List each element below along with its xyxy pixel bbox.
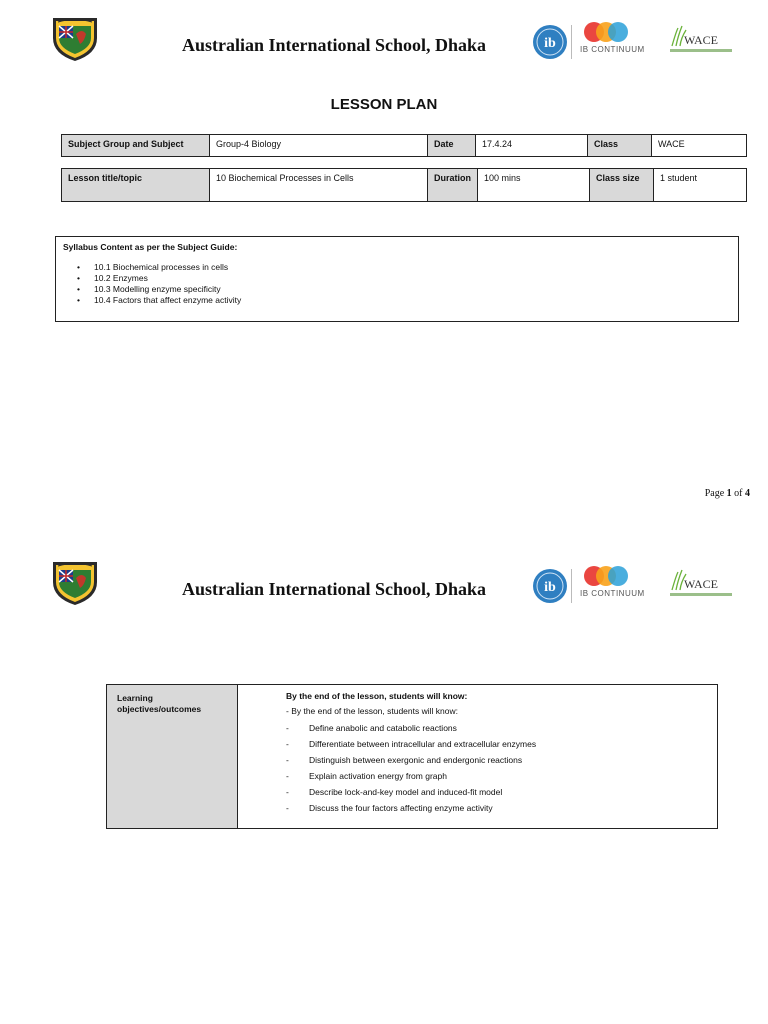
- list-item: - Discuss the four factors affecting enzyme activity: [286, 800, 669, 816]
- list-item: • 10.4 Factors that affect enzyme activity: [77, 295, 731, 306]
- wace-logo-icon: [668, 22, 734, 56]
- syllabus-heading: Syllabus Content as per the Subject Guide:: [63, 242, 238, 252]
- school-crest-icon: [50, 14, 100, 62]
- wace-logo-icon: [668, 566, 734, 600]
- list-item: - Explain activation energy from graph: [286, 768, 669, 784]
- objective-text: Define anabolic and catabolic reactions: [309, 723, 457, 733]
- page-header-1: [0, 10, 768, 80]
- lesson-plan-title: LESSON PLAN: [330, 96, 438, 113]
- objective-text: Distinguish between exergonic and endergonic reactions: [309, 755, 523, 765]
- lesson-title-label: Lesson title/topic: [62, 169, 210, 202]
- svg-text:ib: ib: [544, 580, 556, 595]
- svg-text:WACE: WACE: [684, 577, 718, 591]
- class-size-value: 1 student: [654, 169, 747, 202]
- school-name: Australian International School, Dhaka: [182, 35, 487, 55]
- ib-logo-icon: [531, 23, 569, 61]
- objective-text: Explain activation energy from graph: [309, 771, 447, 781]
- syllabus-content-box: [55, 236, 739, 322]
- logo-divider: [571, 569, 572, 603]
- page-prefix: Page: [704, 488, 725, 499]
- objectives-label: Learning objectives/outcomes: [107, 685, 238, 828]
- ib-logo-icon: [531, 567, 569, 605]
- subject-label: Subject Group and Subject: [62, 135, 210, 157]
- list-item: - Describe lock-and-key model and induced-fit model: [286, 784, 669, 800]
- list-item: - Differentiate between intracellular and extracellular enzymes: [286, 736, 669, 752]
- class-label: Class: [588, 135, 652, 157]
- objectives-heading: By the end of the lesson, students will know:: [286, 691, 468, 701]
- subject-value: Group-4 Biology: [210, 135, 428, 157]
- list-item: • 10.1 Biochemical processes in cells: [77, 262, 731, 273]
- objectives-body: [238, 685, 717, 828]
- list-item: - Define anabolic and catabolic reactions: [286, 720, 669, 736]
- list-item: • 10.3 Modelling enzyme specificity: [77, 284, 731, 295]
- school-name: Australian International School, Dhaka: [182, 579, 487, 599]
- ib-continuum-label: IB CONTINUUM: [580, 45, 645, 54]
- duration-value: 100 mins: [478, 169, 590, 202]
- info-table-row1: [61, 134, 747, 157]
- objective-text: Differentiate between intracellular and extracellular enzymes: [309, 739, 537, 749]
- duration-label: Duration: [428, 169, 478, 202]
- page-header-2: [0, 554, 768, 624]
- class-size-label: Class size: [590, 169, 654, 202]
- objectives-intro: - By the end of the lesson, students will know:: [286, 706, 458, 716]
- table-row: [62, 135, 747, 157]
- date-label: Date: [428, 135, 476, 157]
- lesson-title-value: 10 Biochemical Processes in Cells: [210, 169, 428, 202]
- learning-objectives-table: [106, 684, 718, 829]
- table-row: [62, 169, 747, 202]
- class-value: WACE: [652, 135, 747, 157]
- syllabus-list: [63, 262, 731, 306]
- date-value: 17.4.24: [476, 135, 588, 157]
- ib-continuum-label: IB CONTINUUM: [580, 589, 645, 598]
- page-total: 4: [745, 488, 750, 499]
- info-table-row2: [61, 168, 747, 202]
- svg-text:ib: ib: [544, 36, 556, 51]
- list-item: • 10.2 Enzymes: [77, 273, 731, 284]
- svg-text:WACE: WACE: [684, 33, 718, 47]
- page-of: of: [734, 488, 743, 499]
- objective-text: Discuss the four factors affecting enzyme activity: [309, 803, 493, 813]
- page-current: 1: [726, 488, 732, 499]
- page-number: [705, 488, 750, 499]
- logo-divider: [571, 25, 572, 59]
- list-item: - Distinguish between exergonic and endergonic reactions: [286, 752, 669, 768]
- school-crest-icon: [50, 558, 100, 606]
- objective-text: Describe lock-and-key model and induced-fit model: [309, 787, 503, 797]
